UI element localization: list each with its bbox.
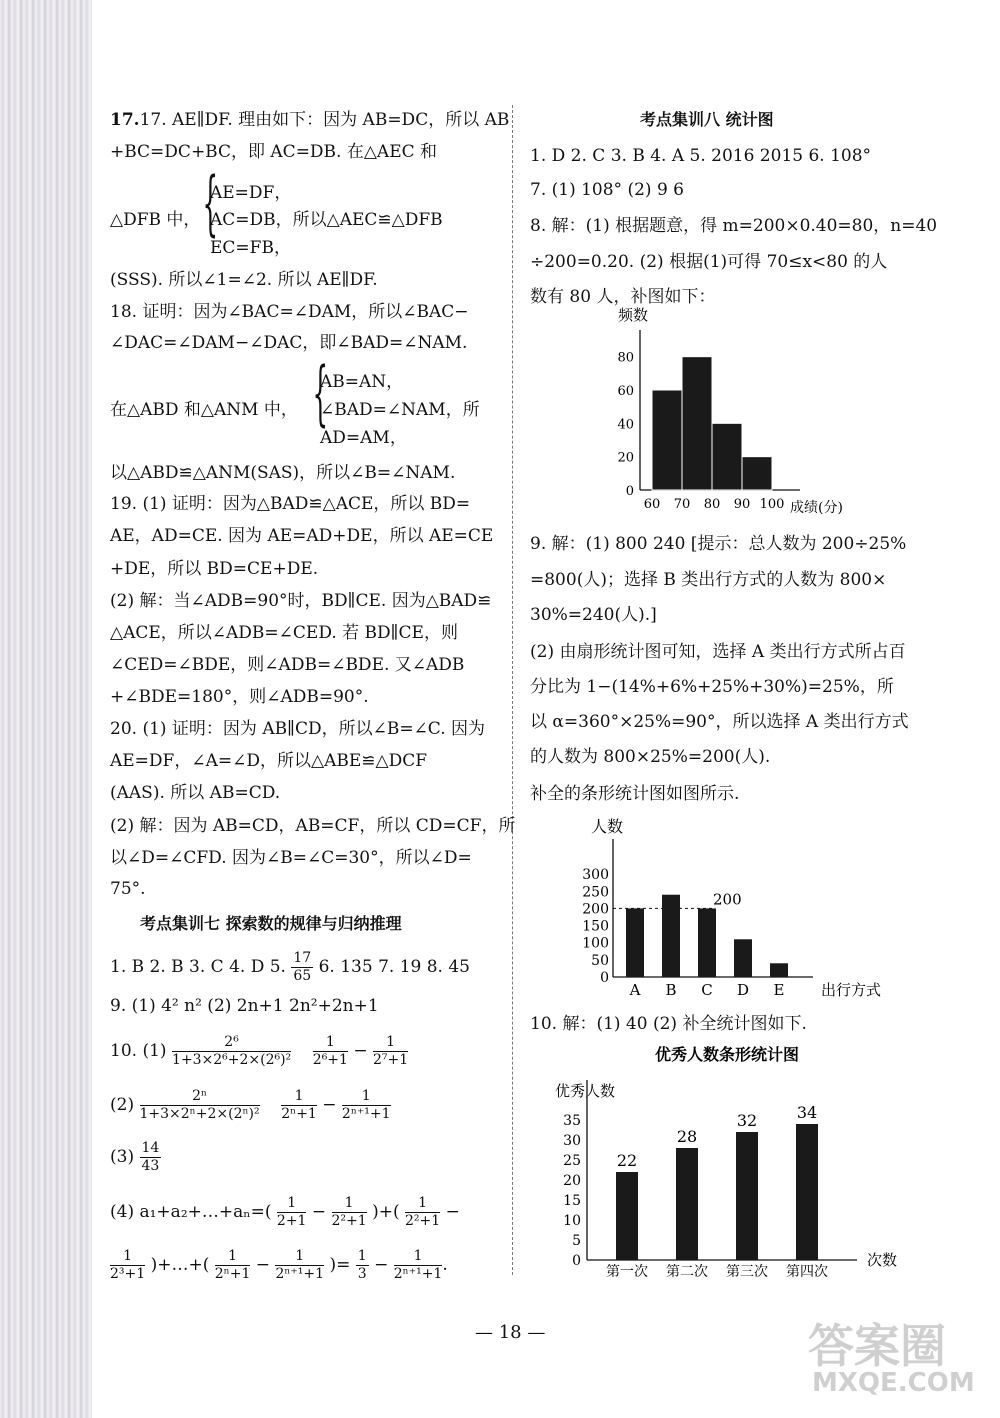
q20-line4: (2) 解：因为 AB=CD，AB=CF，所以 CD=CF，所: [110, 816, 516, 836]
x-tick-label: B: [665, 981, 677, 999]
y-tick-label: 0: [572, 1253, 581, 1269]
section7-title: 考点集训七 探索数的规律与归纳推理: [140, 914, 402, 933]
q17-brace: {: [202, 162, 219, 244]
q9-line8: 补全的条形统计图如图所示.: [530, 784, 740, 804]
q20-line5: 以∠D=∠CFD. 因为∠B=∠C=30°，所以∠D=: [110, 848, 472, 868]
histogram-chart: [600, 306, 860, 520]
s7-line2: 9. (1) 4² n² (2) 2n+1 2n²+2n+1: [110, 996, 379, 1016]
data-label: 22: [616, 1151, 638, 1170]
x-tick-label: 100: [759, 497, 785, 512]
travel-mode-bar-chart: [575, 812, 882, 999]
y-axis-label: 频数: [618, 306, 649, 324]
frac-17-65: $\frac{17}{65}$: [293, 950, 312, 984]
x-tick-label: 90: [733, 497, 751, 512]
q19-line7: +∠BDE=180°，则∠ADB=90°.: [110, 687, 369, 707]
y-tick-label: 35: [563, 1113, 581, 1129]
q17-line2: +BC=DC+BC，即 AC=DB. 在△AEC 和: [110, 142, 438, 162]
q8-line1: 8. 解：(1) 根据题意，得 m=200×0.40=80，n=40: [530, 216, 938, 236]
y-tick-label: 250: [582, 884, 609, 901]
bar-4: [796, 1124, 818, 1260]
bar-D: [734, 939, 752, 977]
histogram-bar: [682, 357, 712, 490]
y-tick-label: 150: [582, 918, 609, 935]
excellent-count-bar-chart: [555, 1040, 898, 1280]
x-axis-label: 次数: [867, 1251, 898, 1269]
y-tick-label: 20: [563, 1173, 581, 1189]
data-label: 200: [713, 890, 742, 909]
data-label: 34: [796, 1103, 818, 1122]
q17-line3: (SSS). 所以∠1=∠2. 所以 AE∥DF.: [110, 270, 378, 290]
x-tick-label: A: [629, 981, 641, 999]
bar-2: [676, 1148, 698, 1260]
q17-system-pre: △DFB 中，: [110, 210, 201, 230]
q18-line3: 以△ABD≌△ANM(SAS)，所以∠B=∠NAM.: [110, 463, 456, 483]
y-tick-label: 100: [582, 935, 609, 952]
q18-brace: {: [312, 352, 329, 434]
bar-E: [770, 963, 788, 977]
y-tick-label: 40: [617, 417, 634, 433]
q9-line1: 9. 解：(1) 800 240 [提示：总人数为 200÷25%: [530, 534, 907, 554]
histogram-bar: [742, 457, 772, 490]
bar-A: [626, 908, 644, 977]
watermark-url: MXQE.COM: [812, 1368, 975, 1398]
x-tick-label: C: [701, 981, 713, 999]
x-tick-label: D: [736, 981, 750, 999]
y-axis-label: 优秀人数: [555, 1082, 616, 1100]
histogram-bar: [712, 423, 742, 490]
s7-line1-post: 6. 135 7. 19 8. 45: [318, 957, 470, 977]
s7-line1: [110, 950, 470, 985]
bar-C: [698, 908, 716, 977]
y-axis-label: 人数: [591, 817, 624, 836]
bar-B: [662, 895, 680, 977]
y-tick-label: 60: [617, 384, 634, 399]
x-tick-label: 第二次: [666, 1264, 708, 1280]
x-tick-label: E: [773, 981, 785, 999]
q19-line1: 19. (1) 证明：因为△BAD≌△ACE，所以 BD=: [110, 494, 471, 514]
histogram-bar: [652, 390, 682, 490]
y-tick-label: 80: [617, 350, 634, 366]
q20-line3: (AAS). 所以 AB=CD.: [110, 783, 281, 803]
x-tick-label: 60: [643, 497, 661, 512]
y-tick-label: 300: [582, 867, 609, 884]
q20-line1: 20. (1) 证明：因为 AB∥CD，所以∠B=∠C. 因为: [110, 719, 486, 739]
q20-line2: AE=DF，∠A=∠D，所以△ABE≌△DCF: [110, 751, 427, 771]
q17-line1: 17.17. AE∥DF. 理由如下：因为 AB=DC，所以 AB: [110, 110, 510, 130]
y-tick-label: 15: [563, 1193, 581, 1209]
q17-system-3: EC=FB，: [210, 238, 291, 258]
q9-line2: =800(人)；选择 B 类出行方式的人数为 800×: [530, 570, 887, 590]
s8-line2: 7. (1) 108° (2) 9 6: [530, 180, 684, 200]
y-tick-label: 0: [600, 970, 609, 986]
q18-line2: ∠DAC=∠DAM−∠DAC，即∠BAD=∠NAM.: [110, 333, 468, 353]
q18-system-pre: 在△ABD 和△ANM 中，: [110, 400, 298, 420]
x-tick-label: 第三次: [726, 1264, 768, 1280]
q19-line2: AE，AD=CE. 因为 AE=AD+DE，所以 AE=CE: [110, 526, 494, 546]
column-divider: [512, 105, 513, 1275]
q8-line3: 数有 80 人，补图如下：: [530, 287, 716, 307]
y-tick-label: 20: [617, 450, 634, 466]
x-tick-label: 第一次: [606, 1264, 648, 1280]
x-axis-label: 成绩(分): [790, 500, 843, 516]
q10-part1: 10. (1) $\frac{\text{2⁶}}{\text{1+3×2⁶+2×(2⁶)²}}$ $\frac{1}{\text{2⁶+1}}$ − $\frac{1}{\text{2⁷+1}}$: [110, 1034, 409, 1068]
q9-line6: 以 α=360°×25%=90°，所以选择 A 类出行方式: [530, 712, 909, 732]
q17-system-2: AC=DB，所以△AEC≌△DFB: [210, 210, 443, 230]
bar-3: [736, 1132, 758, 1260]
q9-line7: 的人数为 800×25%=200(人).: [530, 747, 771, 767]
section8-title: 考点集训八 统计图: [640, 110, 774, 129]
y-tick-label: 200: [582, 901, 609, 918]
x-tick-label: 70: [673, 497, 691, 512]
q18-system-3: AD=AM，: [320, 428, 407, 448]
q9-line4: (2) 由扇形统计图可知，选择 A 类出行方式所占百: [530, 642, 906, 662]
q8-line2: ÷200=0.20. (2) 根据(1)可得 70≤x<80 的人: [530, 252, 888, 272]
q10-part3: (3) $\frac{14}{43}$: [110, 1140, 160, 1174]
left-column: [110, 0, 516, 1300]
q10-right-line: 10. 解：(1) 40 (2) 补全统计图如下.: [530, 1014, 807, 1034]
y-tick-label: 5: [572, 1233, 581, 1249]
q9-line3: 30%=240(人).]: [530, 605, 657, 625]
y-tick-label: 0: [625, 484, 634, 499]
q20-line6: 75°.: [110, 879, 146, 899]
page-number: — 18 —: [475, 1322, 546, 1343]
q18-system-1: AB=AN，: [320, 372, 404, 392]
q19-line5: △ACE，所以∠ADB=∠CED. 若 BD∥CE，则: [110, 623, 458, 643]
x-tick-label: 80: [703, 497, 721, 512]
chart-title: 优秀人数条形统计图: [655, 1045, 800, 1064]
x-tick-label: 第四次: [786, 1264, 828, 1280]
y-tick-label: 30: [563, 1133, 581, 1149]
q18-line1: 18. 证明：因为∠BAC=∠DAM，所以∠BAC−: [110, 302, 469, 322]
q9-line5: 分比为 1−(14%+6%+25%+30%)=25%，所: [530, 677, 894, 697]
q10-part4b: $\frac{1}{\text{2³+1}}$ )+…+( $\frac{1}{\text{2ⁿ+1}}$ − $\frac{1}{\text{2ⁿ⁺¹+1}}$ )= $\frac{1}{3}$ − $\frac{1}{\text{2ⁿ⁺¹+1}}$ .: [110, 1248, 448, 1282]
q19-line4: (2) 解：当∠ADB=90°时，BD∥CE. 因为△BAD≌: [110, 591, 492, 611]
s8-line1: 1. D 2. C 3. B 4. A 5. 2016 2015 6. 108°: [530, 146, 872, 166]
watermark-logo: 答案圈: [808, 1319, 946, 1373]
y-tick-label: 25: [563, 1153, 581, 1169]
y-tick-label: 10: [563, 1213, 581, 1229]
y-tick-label: 50: [591, 952, 609, 969]
q17-system-1: AE=DF，: [210, 183, 292, 203]
q18-system-2: ∠BAD=∠NAM，所: [320, 400, 480, 420]
q10-part4a: (4) a₁+a₂+…+aₙ=( $\frac{1}{2+1}$ − $\frac{1}{\text{2²+1}}$ )+( $\frac{1}{\text{2²+1}}$ −: [110, 1195, 460, 1229]
q19-line6: ∠CED=∠BDE，则∠ADB=∠BDE. 又∠ADB: [110, 655, 465, 675]
binding-edge: [0, 0, 92, 1418]
x-axis-label: 出行方式: [821, 981, 882, 999]
data-label: 32: [736, 1111, 758, 1130]
bar-1: [616, 1172, 638, 1260]
data-label: 28: [676, 1127, 698, 1146]
q10-part2: (2) $\frac{\text{2ⁿ}}{\text{1+3×2ⁿ+2×(2ⁿ)²}}$ $\frac{1}{\text{2ⁿ+1}}$ − $\frac{1}{\text{2ⁿ⁺¹+1}}$: [110, 1088, 391, 1122]
q19-line3: +DE，所以 BD=CE+DE.: [110, 559, 319, 579]
s7-line1-pre: 1. B 2. B 3. C 4. D 5.: [110, 957, 286, 977]
